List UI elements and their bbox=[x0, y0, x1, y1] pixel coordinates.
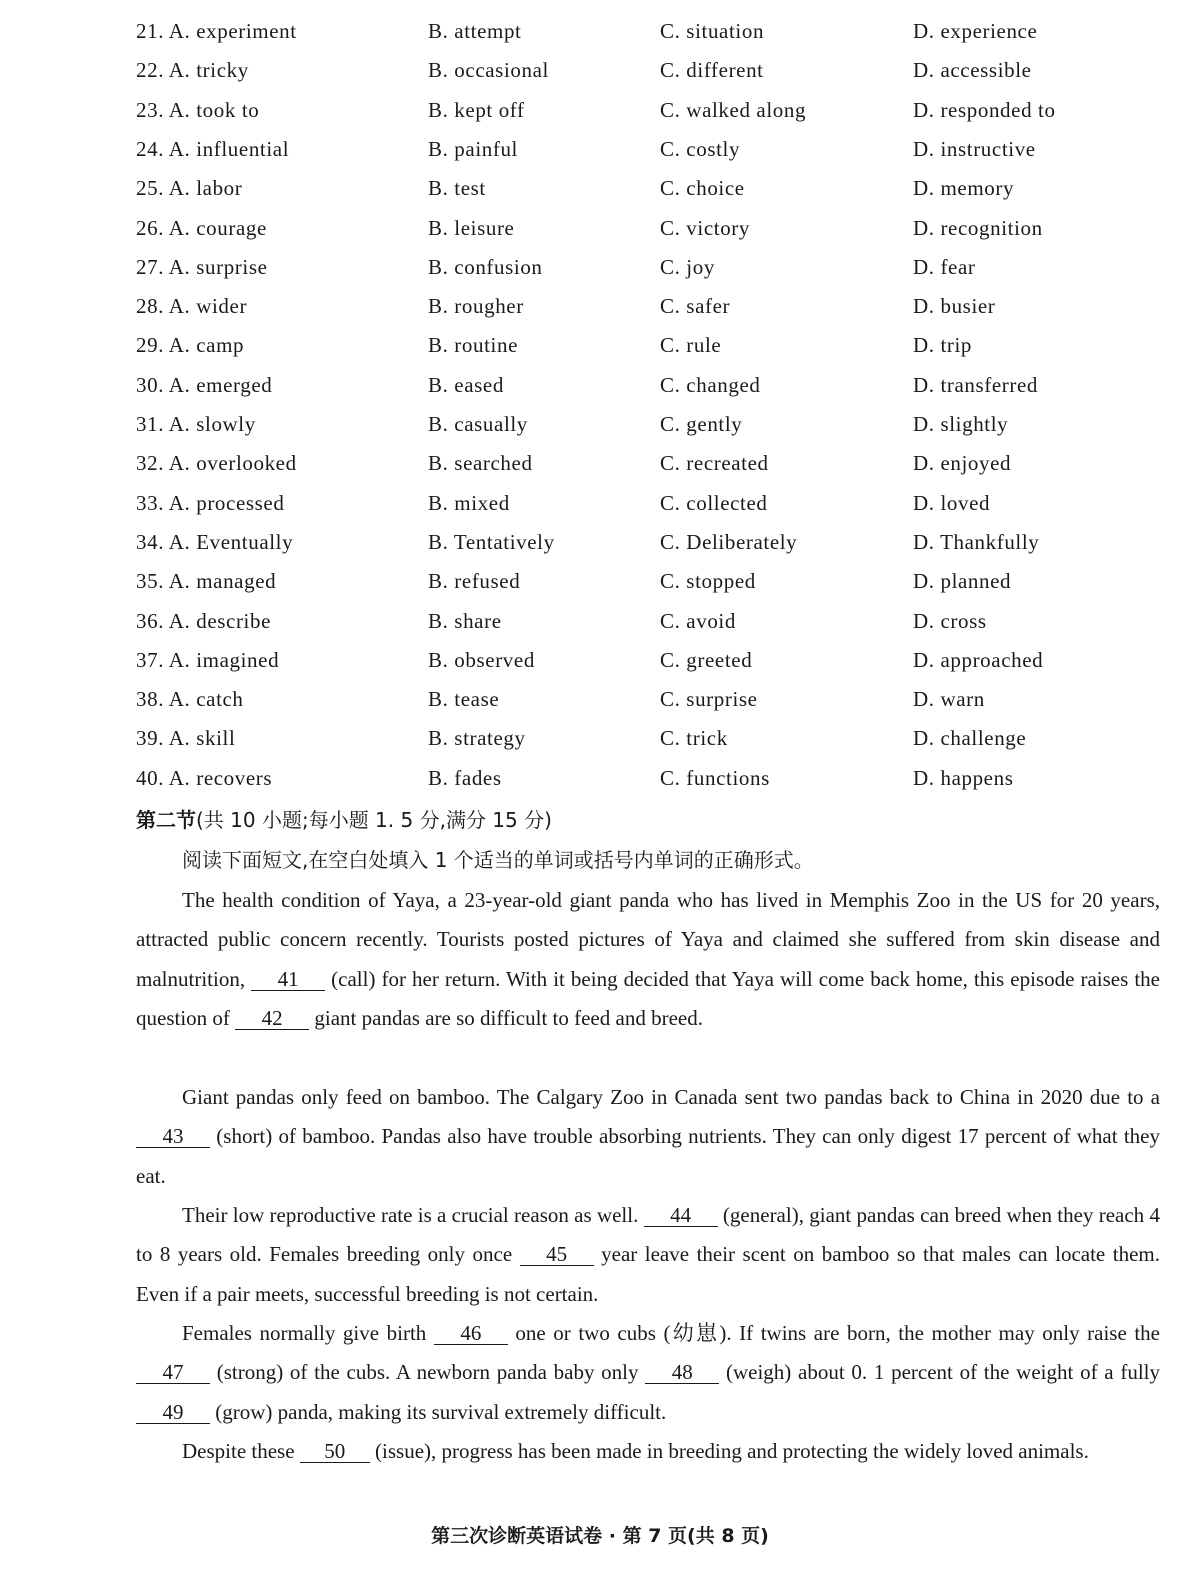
option-a bbox=[136, 687, 244, 712]
question-number: 30. bbox=[136, 372, 165, 397]
passage-text: (grow) panda, making its survival extremely difficult. bbox=[210, 1399, 667, 1424]
question-row bbox=[0, 58, 1200, 94]
answer-blank[interactable]: 41 bbox=[251, 968, 325, 991]
option-d: D. instructive bbox=[913, 136, 1036, 161]
option-d: D. transferred bbox=[913, 372, 1039, 397]
option-b: B. leisure bbox=[428, 215, 515, 240]
option-d: D. accessible bbox=[913, 58, 1032, 83]
option-text: A. skill bbox=[168, 726, 236, 751]
passage-text: Their low reproductive rate is a crucial reason as well. bbox=[182, 1203, 644, 1227]
question-row bbox=[0, 530, 1200, 566]
option-text: A. catch bbox=[168, 687, 244, 712]
passage-text: (strong) of the cubs. A newborn panda baby only bbox=[210, 1360, 646, 1385]
option-c: C. rule bbox=[660, 333, 722, 358]
answer-blank[interactable]: 42 bbox=[235, 1007, 309, 1030]
option-c: C. functions bbox=[660, 765, 770, 790]
question-row bbox=[0, 609, 1200, 645]
question-number: 21. bbox=[136, 19, 165, 43]
question-number: 22. bbox=[136, 58, 165, 83]
option-a bbox=[136, 176, 242, 201]
question-row bbox=[0, 451, 1200, 487]
option-b: B. share bbox=[428, 608, 502, 633]
question-number: 24. bbox=[136, 136, 165, 161]
option-text: A. took to bbox=[168, 97, 260, 122]
option-text: A. influential bbox=[168, 136, 290, 161]
question-number: 36. bbox=[136, 608, 165, 633]
option-text: A. experiment bbox=[168, 19, 297, 43]
option-a bbox=[136, 491, 284, 516]
option-text: A. overlooked bbox=[168, 451, 297, 476]
question-number: 28. bbox=[136, 294, 165, 319]
option-b: B. painful bbox=[428, 136, 518, 161]
option-b: B. refused bbox=[428, 569, 521, 594]
option-text: A. tricky bbox=[168, 58, 249, 83]
question-row bbox=[0, 726, 1200, 762]
option-c: C. avoid bbox=[660, 608, 736, 633]
option-a bbox=[136, 726, 235, 751]
option-b: B. strategy bbox=[428, 726, 526, 751]
option-b: B. observed bbox=[428, 647, 535, 672]
option-b: B. Tentatively bbox=[428, 529, 555, 554]
option-text: A. wider bbox=[168, 294, 248, 319]
question-row bbox=[0, 333, 1200, 369]
option-a bbox=[136, 530, 293, 555]
option-b: B. searched bbox=[428, 451, 533, 476]
passage-paragraph bbox=[136, 881, 1160, 1038]
answer-blank[interactable]: 44 bbox=[644, 1204, 718, 1227]
option-c: C. walked along bbox=[660, 97, 807, 122]
passage-paragraph bbox=[136, 1432, 1160, 1471]
question-number: 25. bbox=[136, 176, 165, 201]
section-scoring: (共 10 小题;每小题 1. 5 分,满分 15 分) bbox=[196, 808, 552, 832]
option-d: D. challenge bbox=[913, 726, 1027, 751]
option-text: A. imagined bbox=[168, 647, 280, 672]
question-row bbox=[0, 255, 1200, 291]
section-title: 第二节 bbox=[136, 808, 196, 832]
option-text: A. surprise bbox=[168, 254, 268, 279]
question-number: 35. bbox=[136, 569, 165, 594]
option-d: D. busier bbox=[913, 294, 996, 319]
option-d: D. recognition bbox=[913, 215, 1043, 240]
option-text: A. recovers bbox=[168, 765, 273, 790]
option-text: A. camp bbox=[168, 333, 245, 358]
option-d: D. warn bbox=[913, 687, 985, 712]
passage-text: (issue), progress has been made in breeding and protecting the widely loved animals. bbox=[369, 1439, 1089, 1463]
option-text: A. describe bbox=[168, 608, 271, 633]
option-text: A. managed bbox=[168, 569, 277, 594]
option-d: D. Thankfully bbox=[913, 529, 1040, 554]
option-d: D. fear bbox=[913, 254, 976, 279]
option-a bbox=[136, 255, 268, 280]
passage-paragraph bbox=[136, 1196, 1160, 1314]
passage-text: Despite these bbox=[182, 1439, 300, 1463]
question-number: 34. bbox=[136, 529, 165, 554]
answer-blank[interactable]: 43 bbox=[136, 1125, 210, 1148]
answer-blank[interactable]: 48 bbox=[645, 1361, 719, 1384]
passage-text: (general), giant pandas can breed when they reach 4 to 8 years old. Females breeding only once bbox=[136, 1203, 1160, 1267]
passage-text: year leave their scent on bamboo so that males can locate them. Even if a pair meets, successful breeding is not certain. bbox=[136, 1242, 1160, 1306]
option-a bbox=[136, 58, 249, 83]
passage-text: giant pandas are so difficult to feed and breed. bbox=[309, 1005, 703, 1030]
question-number: 40. bbox=[136, 765, 165, 790]
option-c: C. changed bbox=[660, 372, 761, 397]
question-row bbox=[0, 766, 1200, 802]
option-a bbox=[136, 137, 289, 162]
option-b: B. attempt bbox=[428, 19, 522, 43]
option-c: C. stopped bbox=[660, 569, 756, 594]
question-number: 38. bbox=[136, 687, 165, 712]
option-b: B. occasional bbox=[428, 58, 549, 83]
option-d: D. slightly bbox=[913, 412, 1009, 436]
option-b: B. fades bbox=[428, 765, 502, 790]
passage-text: (short) of bamboo. Pandas also have trouble absorbing nutrients. They can only digest 17 percent of what they eat. bbox=[136, 1124, 1160, 1188]
option-b: B. eased bbox=[428, 372, 504, 397]
passage-text: one or two cubs (幼崽). If twins are born, the mother may only raise the bbox=[507, 1321, 1160, 1345]
question-row bbox=[0, 19, 1200, 55]
option-c: C. greeted bbox=[660, 647, 753, 672]
option-c: C. victory bbox=[660, 215, 750, 240]
option-c: C. gently bbox=[660, 412, 743, 436]
passage-text: The health condition of Yaya, a 23-year-old giant panda who has lived in Memphis Zoo in the US for 20 years, attracted public concern recently. Tourists posted pictures of Yaya and claimed she suffered from skin disease and malnutrition, bbox=[136, 888, 1160, 991]
option-c: C. Deliberately bbox=[660, 529, 798, 554]
question-row bbox=[0, 491, 1200, 527]
option-c: C. joy bbox=[660, 254, 715, 279]
option-d: D. happens bbox=[913, 765, 1014, 790]
answer-blank[interactable]: 47 bbox=[136, 1361, 210, 1384]
option-c: C. situation bbox=[660, 19, 765, 43]
option-a bbox=[136, 294, 247, 319]
option-d: D. experience bbox=[913, 19, 1038, 43]
option-text: A. emerged bbox=[168, 372, 273, 397]
answer-blank[interactable]: 46 bbox=[434, 1322, 508, 1345]
option-a bbox=[136, 609, 271, 634]
option-a bbox=[136, 216, 267, 241]
option-d: D. approached bbox=[913, 647, 1044, 672]
option-a bbox=[136, 569, 276, 594]
option-text: A. labor bbox=[168, 176, 243, 201]
option-c: C. trick bbox=[660, 726, 728, 751]
question-number: 27. bbox=[136, 254, 165, 279]
option-d: D. trip bbox=[913, 333, 973, 358]
question-number: 31. bbox=[136, 412, 165, 436]
option-d: D. cross bbox=[913, 608, 987, 633]
passage-text: (weigh) about 0. 1 percent of the weight of a fully bbox=[719, 1360, 1160, 1385]
option-c: C. surprise bbox=[660, 687, 758, 712]
option-c: C. safer bbox=[660, 294, 731, 319]
question-number: 37. bbox=[136, 647, 165, 672]
option-b: B. confusion bbox=[428, 254, 543, 279]
passage-text: Giant pandas only feed on bamboo. The Calgary Zoo in Canada sent two pandas back to China in 2020 due to a bbox=[182, 1085, 1160, 1109]
passage-text: (call) for her return. With it being decided that Yaya will come back home, this episode raises the question of bbox=[136, 966, 1160, 1030]
question-row bbox=[0, 373, 1200, 409]
option-b: B. tease bbox=[428, 687, 500, 712]
answer-blank[interactable]: 45 bbox=[520, 1243, 594, 1266]
option-a bbox=[136, 648, 279, 673]
passage-text: Females normally give birth bbox=[182, 1321, 434, 1345]
question-row bbox=[0, 294, 1200, 330]
option-b: B. kept off bbox=[428, 97, 525, 122]
option-a bbox=[136, 333, 244, 358]
option-d: D. enjoyed bbox=[913, 451, 1012, 476]
option-c: C. costly bbox=[660, 136, 741, 161]
option-c: C. recreated bbox=[660, 451, 769, 476]
option-d: D. planned bbox=[913, 569, 1012, 594]
question-row bbox=[0, 216, 1200, 252]
question-number: 32. bbox=[136, 451, 165, 476]
passage-paragraph bbox=[136, 1078, 1160, 1196]
passage-paragraph bbox=[136, 1314, 1160, 1432]
option-text: A. Eventually bbox=[168, 529, 294, 554]
question-row bbox=[0, 98, 1200, 134]
option-a bbox=[136, 451, 297, 476]
section-header bbox=[136, 804, 552, 833]
question-row bbox=[0, 412, 1200, 448]
question-number: 39. bbox=[136, 726, 165, 751]
option-c: C. collected bbox=[660, 490, 768, 515]
option-b: B. mixed bbox=[428, 490, 510, 515]
question-row bbox=[0, 569, 1200, 605]
answer-blank[interactable]: 50 bbox=[300, 1440, 370, 1463]
question-number: 26. bbox=[136, 215, 165, 240]
option-d: D. responded to bbox=[913, 97, 1056, 122]
question-number: 29. bbox=[136, 333, 165, 358]
option-text: A. slowly bbox=[168, 412, 256, 436]
question-row bbox=[0, 137, 1200, 173]
option-b: B. routine bbox=[428, 333, 518, 358]
option-a bbox=[136, 373, 272, 398]
option-c: C. choice bbox=[660, 176, 745, 201]
section-instruction: 阅读下面短文,在空白处填入 1 个适当的单词或括号内单词的正确形式。 bbox=[182, 848, 814, 872]
question-row bbox=[0, 648, 1200, 684]
option-a bbox=[136, 412, 256, 437]
option-text: A. courage bbox=[168, 215, 267, 240]
option-d: D. memory bbox=[913, 176, 1015, 201]
question-number: 23. bbox=[136, 97, 165, 122]
option-text: A. processed bbox=[168, 490, 285, 515]
option-b: B. test bbox=[428, 176, 486, 201]
option-b: B. casually bbox=[428, 412, 528, 436]
question-number: 33. bbox=[136, 490, 165, 515]
option-b: B. rougher bbox=[428, 294, 524, 319]
option-a bbox=[136, 766, 272, 791]
answer-blank[interactable]: 49 bbox=[136, 1401, 210, 1424]
option-d: D. loved bbox=[913, 490, 991, 515]
option-c: C. different bbox=[660, 58, 764, 83]
question-row bbox=[0, 176, 1200, 212]
option-a bbox=[136, 98, 259, 123]
page-footer: 第三次诊断英语试卷 · 第 7 页(共 8 页) bbox=[431, 1525, 769, 1547]
option-a bbox=[136, 19, 297, 44]
question-row bbox=[0, 687, 1200, 723]
